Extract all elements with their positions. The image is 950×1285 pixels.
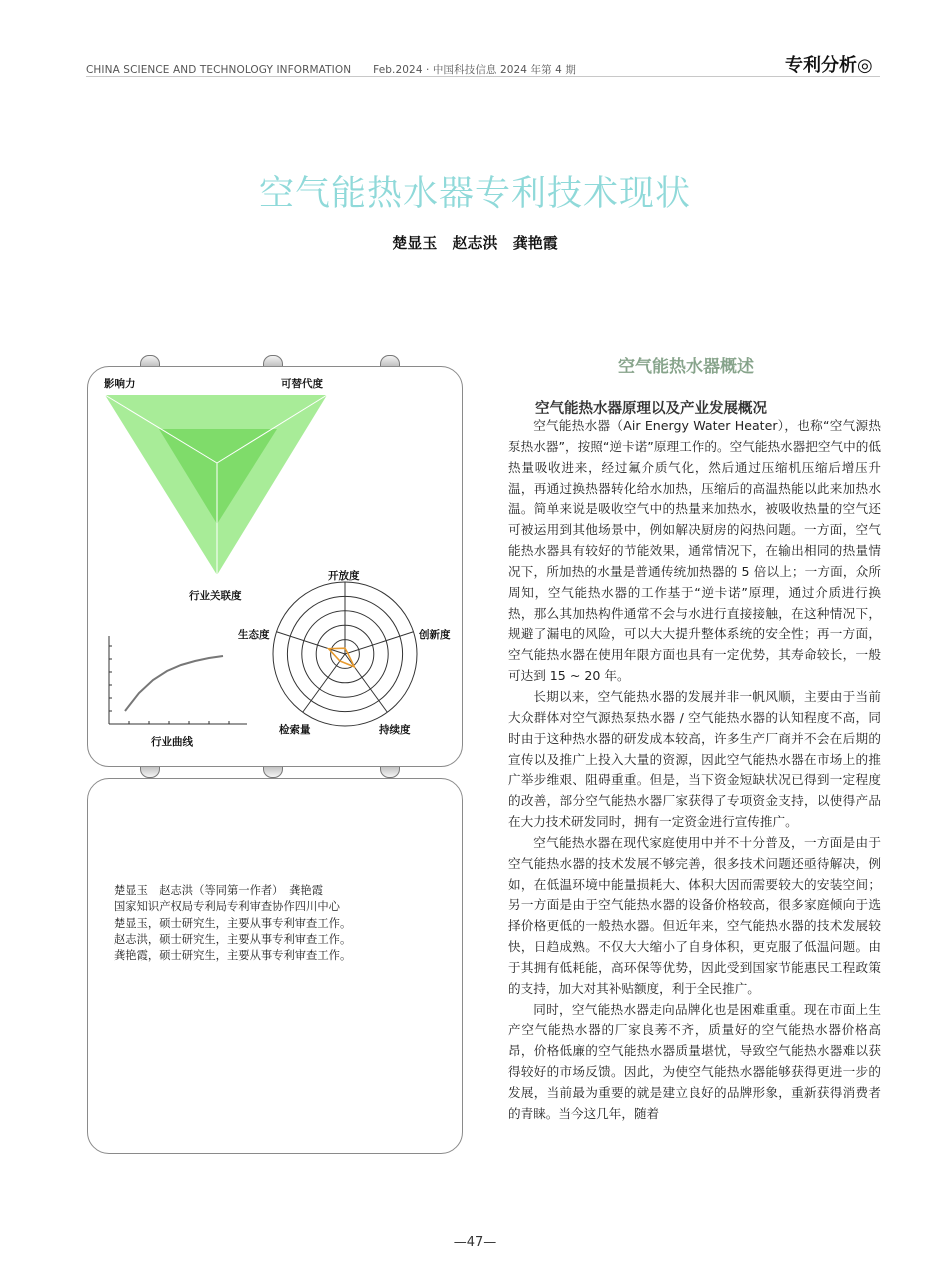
paragraph: 同时，空气能热水器走向品牌化也是困难重重。现在市面上生产空气能热水器的厂家良莠不齐，质量好的空气能热水器价格高昂，价格低廉的空气能热水器质量堪忧，导致空气能热水器难以获得较好的市场反馈。因此，为使空气能热水器能够获得更进一步的发展，当前最为重要的就是建立良好的品牌形象，重新获得消费者的青睐。当今这几年，随着	[508, 1001, 881, 1121]
paragraph: 空气能热水器在现代家庭使用中并不十分普及，一方面是由于空气能热水器的技术发展不够完善，很多技术问题还亟待解决，例如，在低温环境中能量损耗大、体积大因而需要较大的安装空间；另一方面是由于空气能热水器的设备价格较高，很多家庭倾向于选择价格更低的一般热水器。但近年来，空气能热水器的技术发展较快，日趋成熟。不仅大大缩小了自身体积，更克服了低温问题。由于其拥有低耗能，高环保等优势，因此受到国家节能惠民工程政策的支持，加大对其补贴额度，利于全民推广。	[508, 834, 881, 996]
radar-axis	[277, 632, 345, 654]
label-openness: 开放度	[328, 570, 360, 582]
journal-name-en: CHINA SCIENCE AND TECHNOLOGY INFORMATION	[86, 64, 352, 76]
subsection-heading: 空气能热水器原理以及产业发展概况	[535, 401, 767, 417]
radar-series	[329, 648, 355, 667]
decorative-figure	[87, 366, 463, 766]
paragraph: 空气能热水器（Air Energy Water Heater），也称“空气源热泵热水器”，按照“逆卡诺”原理工作的。空气能热水器把空气中的低热量吸收进来，经过氟介质气化，然后通过压缩机压缩后增压升温，再通过换热器转化给水加热，压缩后的高温热能以此来加热水温。简单来说是吸收空气中的热量来加热水，被吸收热量的空气还可被运用到其他场景中，例如解决厨房的闷热问题。一方面，空气能热水器具有较好的节能效果，通常情况下，在输出相同的热量情况下，所加热的水量是普通传统加热器的 5 倍以上；一方面，众所周知，空气能热水器的工作基于“逆卡诺”原理，通过介质进行换热，那么其加热构件通常不会与水进行直接接触，在这种情况下，规避了漏电的风险，可以大大提升整体系统的安全性；再一方面，空气能热水器在使用年限方面也具有一定优势，其寿命较长，一般可达到 15 ~ 20 年。	[508, 418, 881, 684]
header-rule	[86, 76, 880, 77]
article-authors: 楚显玉 赵志洪 龚艳霞	[392, 234, 558, 252]
section-label: 专利分析◎	[785, 55, 873, 76]
issue-info: Feb.2024 · 中国科技信息 2024 年第 4 期	[373, 64, 576, 76]
body-text	[508, 416, 881, 1125]
industry-curve-chart	[109, 636, 247, 724]
radar-axis	[345, 654, 387, 712]
label-influence: 影响力	[104, 378, 136, 390]
label-retrieval: 检索量	[279, 724, 311, 736]
curve-line	[125, 656, 223, 711]
radar-axis	[303, 654, 345, 712]
note-line: 赵志洪，硕士研究生，主要从事专利审查工作。	[114, 932, 352, 946]
notes-panel	[87, 778, 463, 1154]
radar-axis	[345, 632, 413, 654]
label-industry-relevance: 行业关联度	[189, 590, 242, 602]
section-heading: 空气能热水器概述	[618, 357, 754, 377]
label-sustainability: 持续度	[379, 724, 411, 736]
radar-chart	[273, 582, 417, 726]
page-number: —47—	[453, 1235, 497, 1250]
label-ecology: 生态度	[238, 629, 270, 641]
note-line: 楚显玉，硕士研究生，主要从事专利审查工作。	[114, 916, 352, 930]
article-title: 空气能热水器专利技术现状	[258, 174, 691, 214]
label-industry-curve: 行业曲线	[151, 736, 193, 748]
author-notes	[114, 883, 351, 964]
running-header	[86, 62, 598, 77]
note-line: 楚显玉 赵志洪（等同第一作者） 龚艳霞	[114, 884, 323, 897]
label-innovation: 创新度	[419, 629, 451, 641]
paragraph: 长期以来，空气能热水器的发展并非一帆风顺，主要由于当前大众群体对空气源热泵热水器 / 空气能热水器的认知程度不高，同时由于这种热水器的研发成本较高，许多生产厂商并不会在后期的宣传以及推广上投入大量的资源，因此空气能热水器在市场上的推广举步维艰、阻碍重重。但是，当下资金短缺状况已得到一定程度的改善，部分空气能热水器厂家获得了专项资金支持，以使得产品在大力技术研发同时，拥有一定资金进行宣传推广。	[508, 688, 881, 830]
label-substitutability: 可替代度	[281, 378, 323, 390]
note-line: 国家知识产权局专利局专利审查协作四川中心	[114, 900, 340, 914]
note-line: 龚艳霞，硕士研究生，主要从事专利审查工作。	[114, 949, 352, 963]
